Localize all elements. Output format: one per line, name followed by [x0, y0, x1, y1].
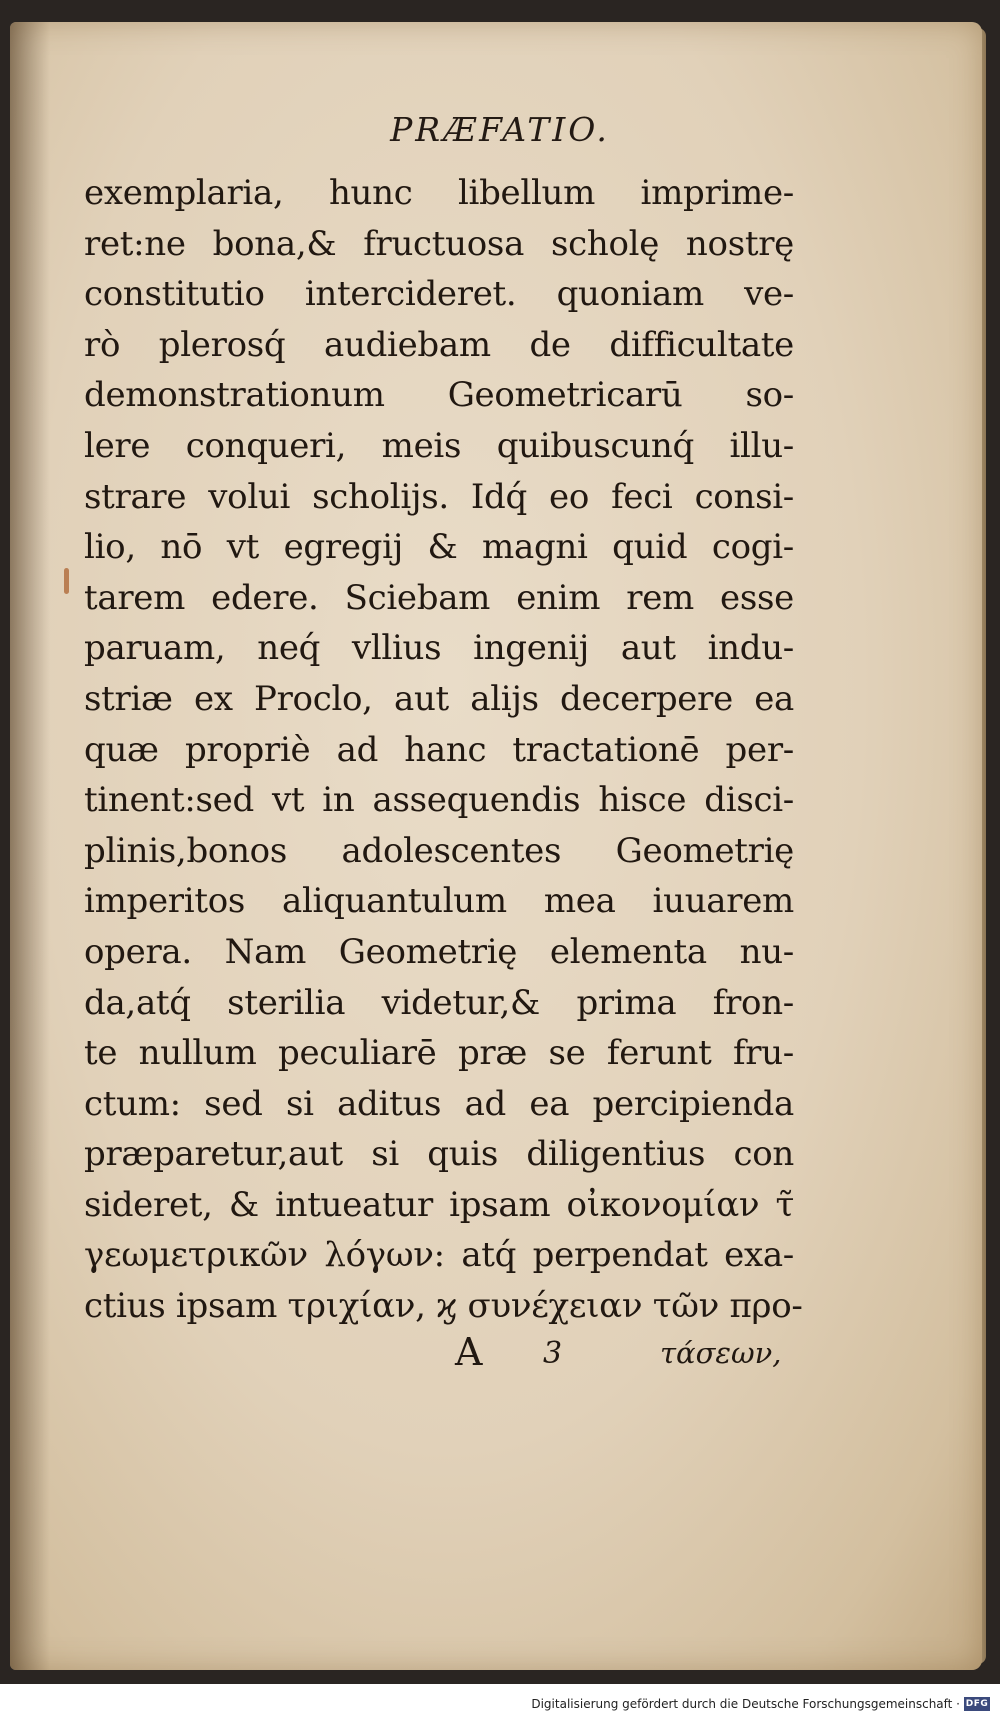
text-line: γεωμετρικῶν λόγων: atq́ perpendat exa- — [84, 1235, 794, 1276]
text-line: paruam, neq́ vllius ingenij aut indu- — [84, 628, 794, 669]
text-line: te nullum peculiarē præ se ferunt fru- — [84, 1033, 794, 1074]
catchword: τάσεων, — [660, 1336, 782, 1370]
text-line: demonstrationum Geometricarū so- — [84, 375, 794, 416]
text-line: plinis,bonos adolescentes Geometrię — [84, 830, 794, 871]
text-line: da,atq́ sterilia videtur,& prima fron- — [84, 982, 794, 1023]
text-line: imperitos aliquantulum mea iuuarem — [84, 881, 794, 922]
foxing-mark — [64, 568, 69, 594]
binding-shadow — [10, 22, 50, 1670]
text-line: lio, nō vt egregij & magni quid cogi- — [84, 527, 794, 568]
text-line: quæ propriè ad hanc tractationē per- — [84, 729, 794, 770]
digitization-credit: Digitalisierung gefördert durch die Deutsche Forschungsgemeinschaft · — [531, 1697, 960, 1711]
text-block — [84, 168, 803, 1332]
text-line: tarem edere. Sciebam enim rem esse — [84, 577, 794, 618]
signature-mark: A — [455, 1330, 483, 1374]
text-line: præparetur,aut si quis diligentius con — [84, 1134, 794, 1175]
text-line: constitutio intercideret. quoniam ve- — [84, 274, 794, 315]
text-line: opera. Nam Geometrię elementa nu- — [84, 931, 794, 972]
text-line: sideret, & intueatur ipsam οἰκονομίαν τ̃ — [84, 1184, 794, 1225]
text-line: ctius ipsam τριχίαν, ϗ συνέχειαν τῶν προ- — [84, 1286, 803, 1327]
text-line: striæ ex Proclo, aut alijs decerpere ea — [84, 678, 794, 719]
text-line: ret:ne bona,& fructuosa scholę nostrę — [84, 223, 794, 264]
dfg-logo: DFG — [965, 1699, 989, 1709]
text-line: ctum: sed si aditus ad ea percipienda — [84, 1083, 794, 1124]
text-line: lere conqueri, meis quibuscunq́ illu- — [84, 425, 794, 466]
text-line: rò plerosq́ audiebam de difficultate — [84, 324, 794, 365]
folio-number: 3 — [543, 1336, 563, 1371]
text-line: exemplaria, hunc libellum imprime- — [84, 173, 794, 213]
text-line: strare volui scholijs. Idq́ eo feci consi- — [84, 476, 794, 517]
text-line: tinent:sed vt in assequendis hisce disci- — [84, 780, 794, 821]
running-head: PRÆFATIO. — [390, 110, 610, 149]
